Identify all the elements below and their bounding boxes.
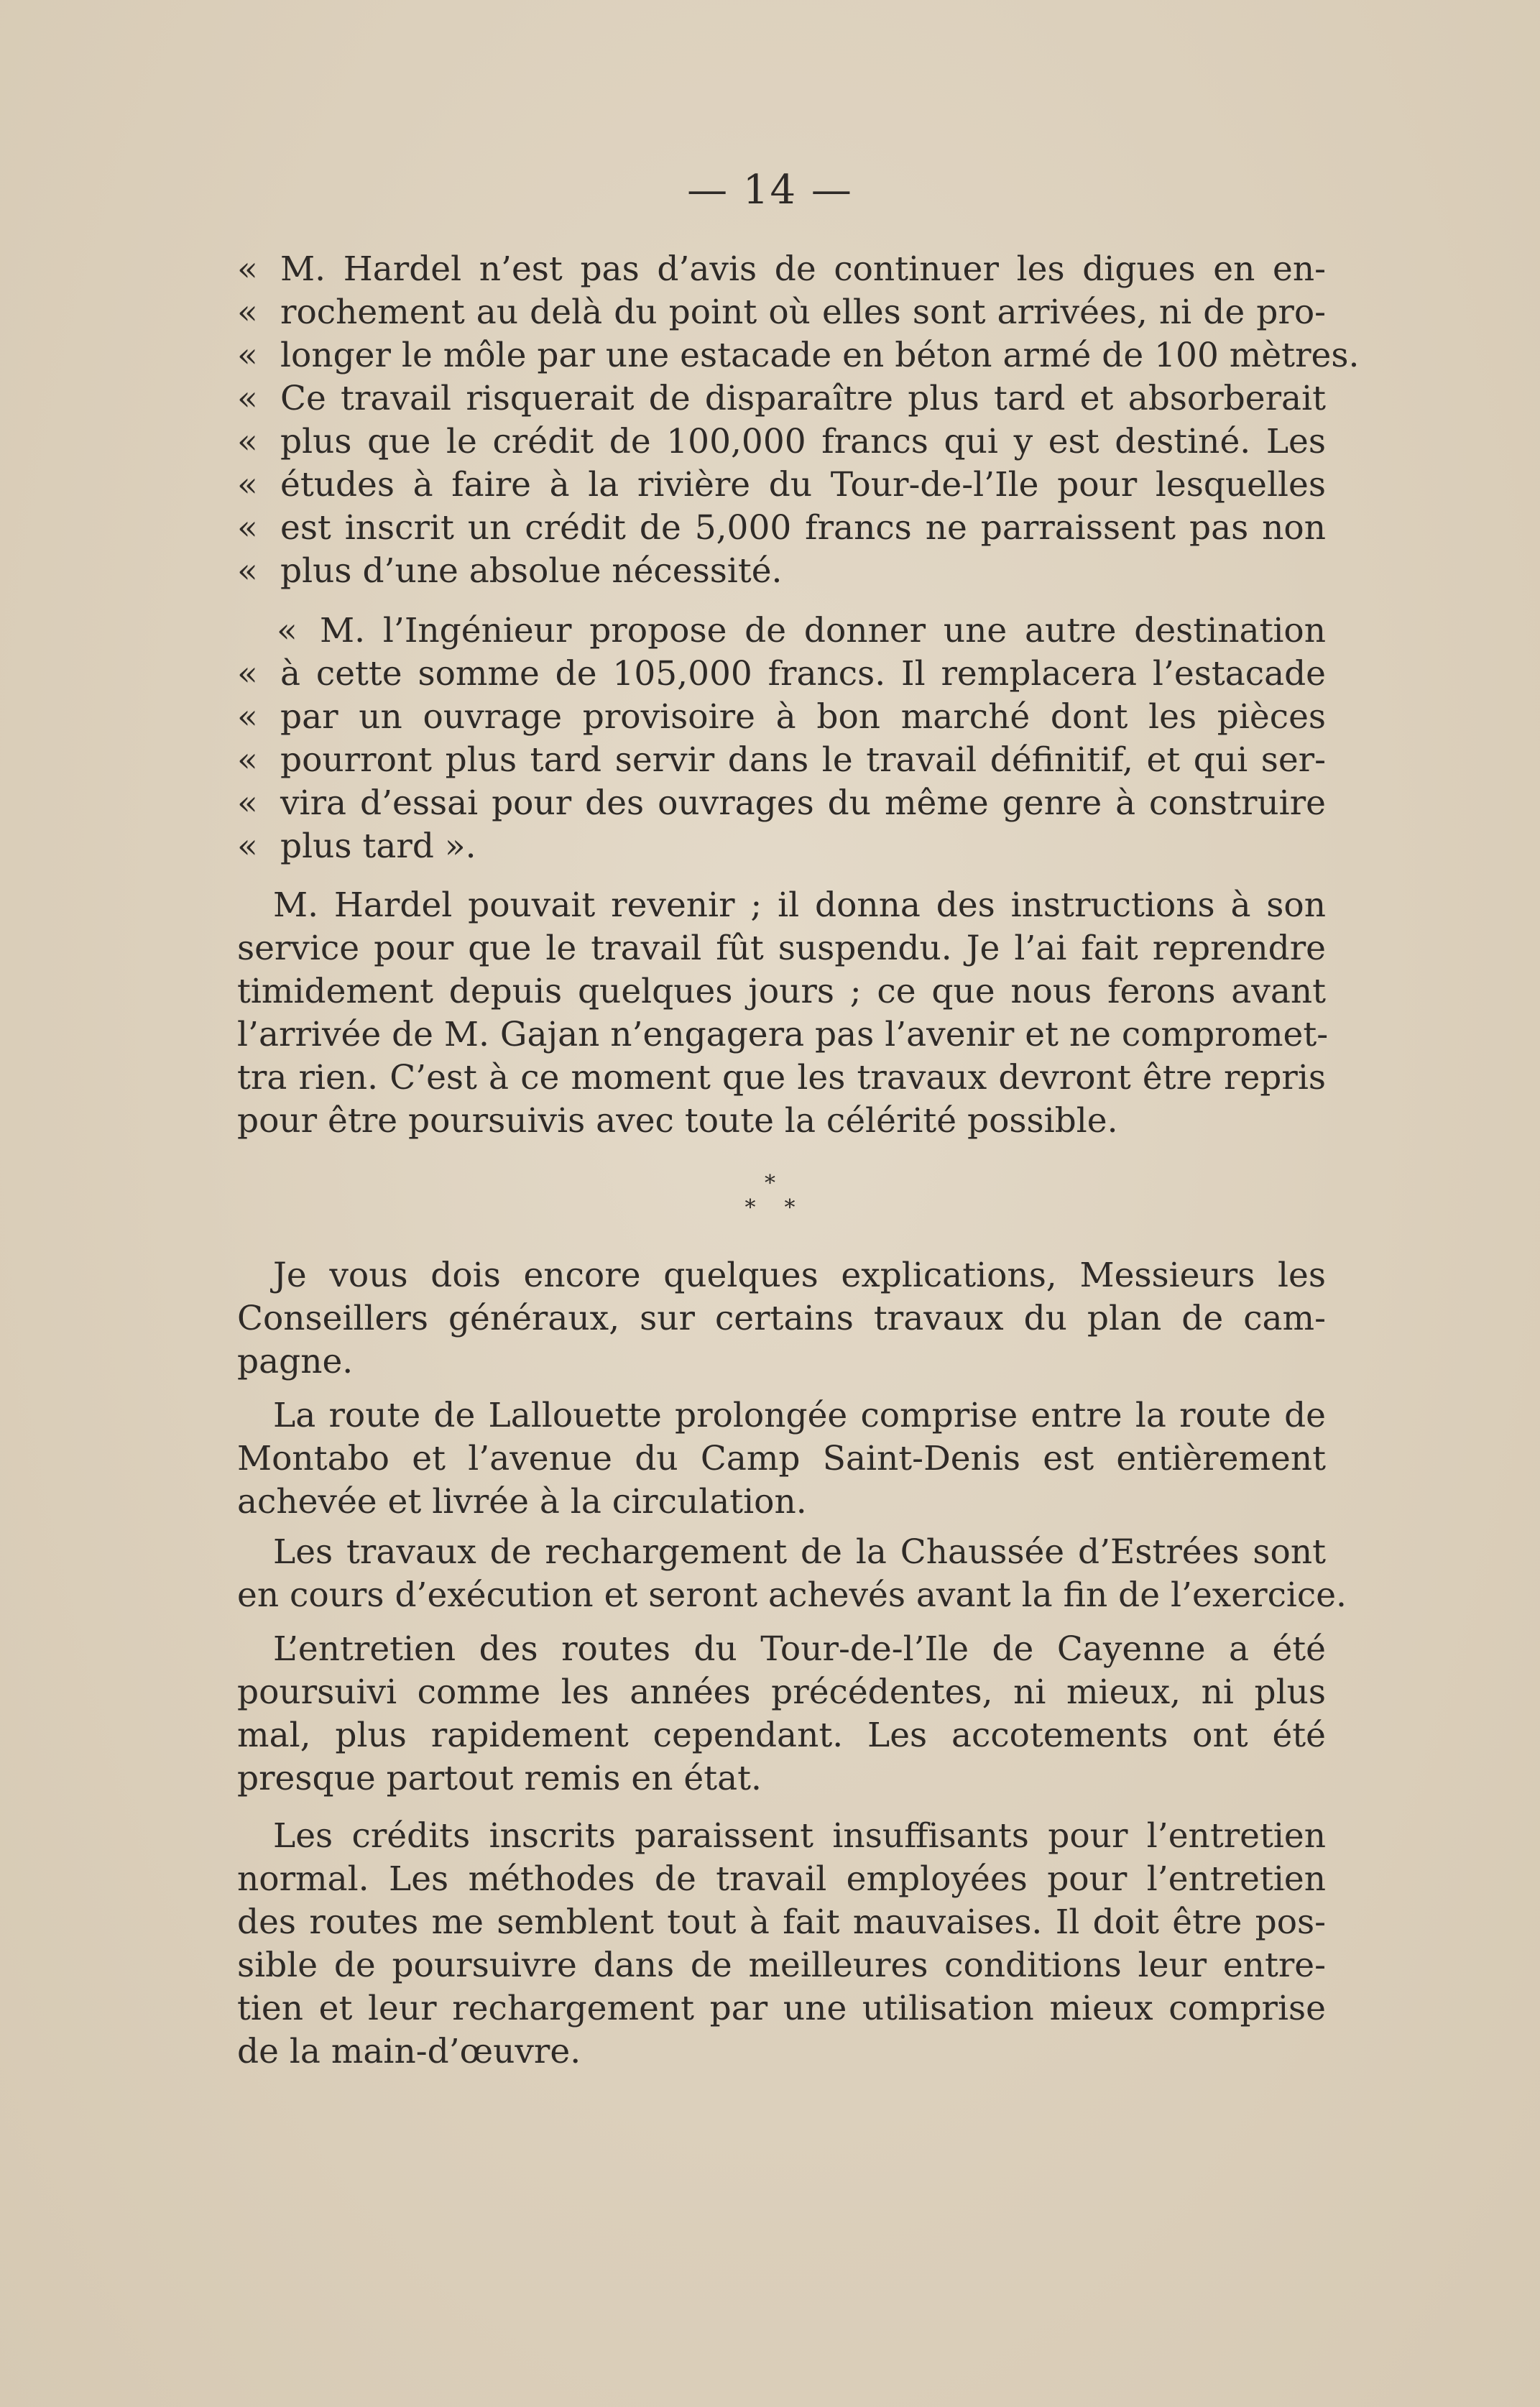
paragraph-line: achevée et livrée à la circulation. [237,1482,807,1522]
quote-line: « longer le môle par une estacade en béton armé de 100 mètres. [237,336,1360,375]
paragraph-line: normal. Les méthodes de travail employées pour l’entretien [237,1859,1326,1899]
quote-line: « plus d’une absolue nécessité. [237,551,783,591]
asterism-bottom: ** [744,1195,824,1220]
paragraph-line: L’entretien des routes du Tour-de-l’Ile de Cayenne a été [273,1629,1326,1669]
quote-line: « est inscrit un crédit de 5,000 francs ne parraissent pas non [237,508,1326,548]
quote-line: « Ce travail risquerait de disparaître plus tard et absorberait [237,379,1326,418]
paragraph-line: en cours d’exécution et seront achevés avant la fin de l’exercice. [237,1575,1347,1615]
paragraph-line: timidement depuis quelques jours ; ce que nous ferons avant [237,972,1326,1011]
paragraph-line: Les crédits inscrits paraissent insuffisants pour l’entretien [273,1816,1326,1856]
paragraph-5 [237,1628,1326,1800]
quote-line: « études à faire à la rivière du Tour-de-l’Ile pour lesquelles [237,465,1326,505]
paragraph-1 [237,884,1329,1143]
paragraph-line: Montabo et l’avenue du Camp Saint-Denis est entièrement [237,1439,1326,1478]
quote-line: « M. Hardel n’est pas d’avis de continuer les digues en en- [237,249,1326,289]
paragraph-line: de la main-d’œuvre. [237,2032,581,2071]
quote-block-2 [237,609,1326,868]
paragraph-line: des routes me semblent tout à fait mauvaises. Il doit être pos- [237,1902,1326,1942]
paragraph-line: Je vous dois encore quelques explications, Messieurs les [273,1256,1326,1295]
quote-line: « M. l’Ingénieur propose de donner une autre destination [277,611,1326,650]
paragraph-4 [237,1531,1347,1617]
paragraph-line: La route de Lallouette prolongée comprise entre la route de [273,1396,1326,1435]
asterism-divider [0,1172,1540,1220]
quote-block-1 [237,248,1360,593]
quote-line: « vira d’essai pour des ouvrages du même genre à construire [237,783,1326,823]
paragraph-line: poursuivi comme les années précédentes, ni mieux, ni plus [237,1672,1326,1712]
paragraph-line: tien et leur rechargement par une utilisation mieux comprise [237,1989,1326,2028]
paragraph-line: tra rien. C’est à ce moment que les travaux devront être repris [237,1058,1326,1097]
quote-line: « rochement au delà du point où elles sont arrivées, ni de pro- [237,293,1326,332]
paragraph-line: pour être poursuivis avec toute la célérité possible. [237,1101,1118,1141]
paragraph-line: service pour que le travail fût suspendu. Je l’ai fait reprendre [237,929,1326,968]
quote-line: « par un ouvrage provisoire à bon marché dont les pièces [237,697,1326,737]
paragraph-line: l’arrivée de M. Gajan n’engagera pas l’avenir et ne compromet- [237,1015,1329,1054]
asterism-top: * [765,1171,775,1196]
paragraph-line: presque partout remis en état. [237,1759,762,1798]
paragraph-6 [237,1815,1326,2074]
quote-line: « pourront plus tard servir dans le travail définitif, et qui ser- [237,740,1326,780]
paragraph-line: sible de poursuivre dans de meilleures conditions leur entre- [237,1946,1326,1985]
quote-line: « plus tard ». [237,827,476,866]
paragraph-2 [237,1254,1326,1384]
quote-line: « plus que le crédit de 100,000 francs qui y est destiné. Les [237,422,1326,461]
quote-line: « à cette somme de 105,000 francs. Il remplacera l’estacade [237,654,1326,694]
paragraph-line: pagne. [237,1342,354,1381]
paragraph-line: Conseillers généraux, sur certains travaux du plan de cam- [237,1299,1326,1338]
paragraph-line: mal, plus rapidement cependant. Les accotements ont été [237,1716,1326,1755]
paragraph-3 [237,1394,1326,1524]
page-number: — 14 — [687,167,853,213]
paragraph-line: M. Hardel pouvait revenir ; il donna des instructions à son [273,885,1326,925]
paragraph-line: Les travaux de rechargement de la Chaussée d’Estrées sont [273,1532,1326,1572]
